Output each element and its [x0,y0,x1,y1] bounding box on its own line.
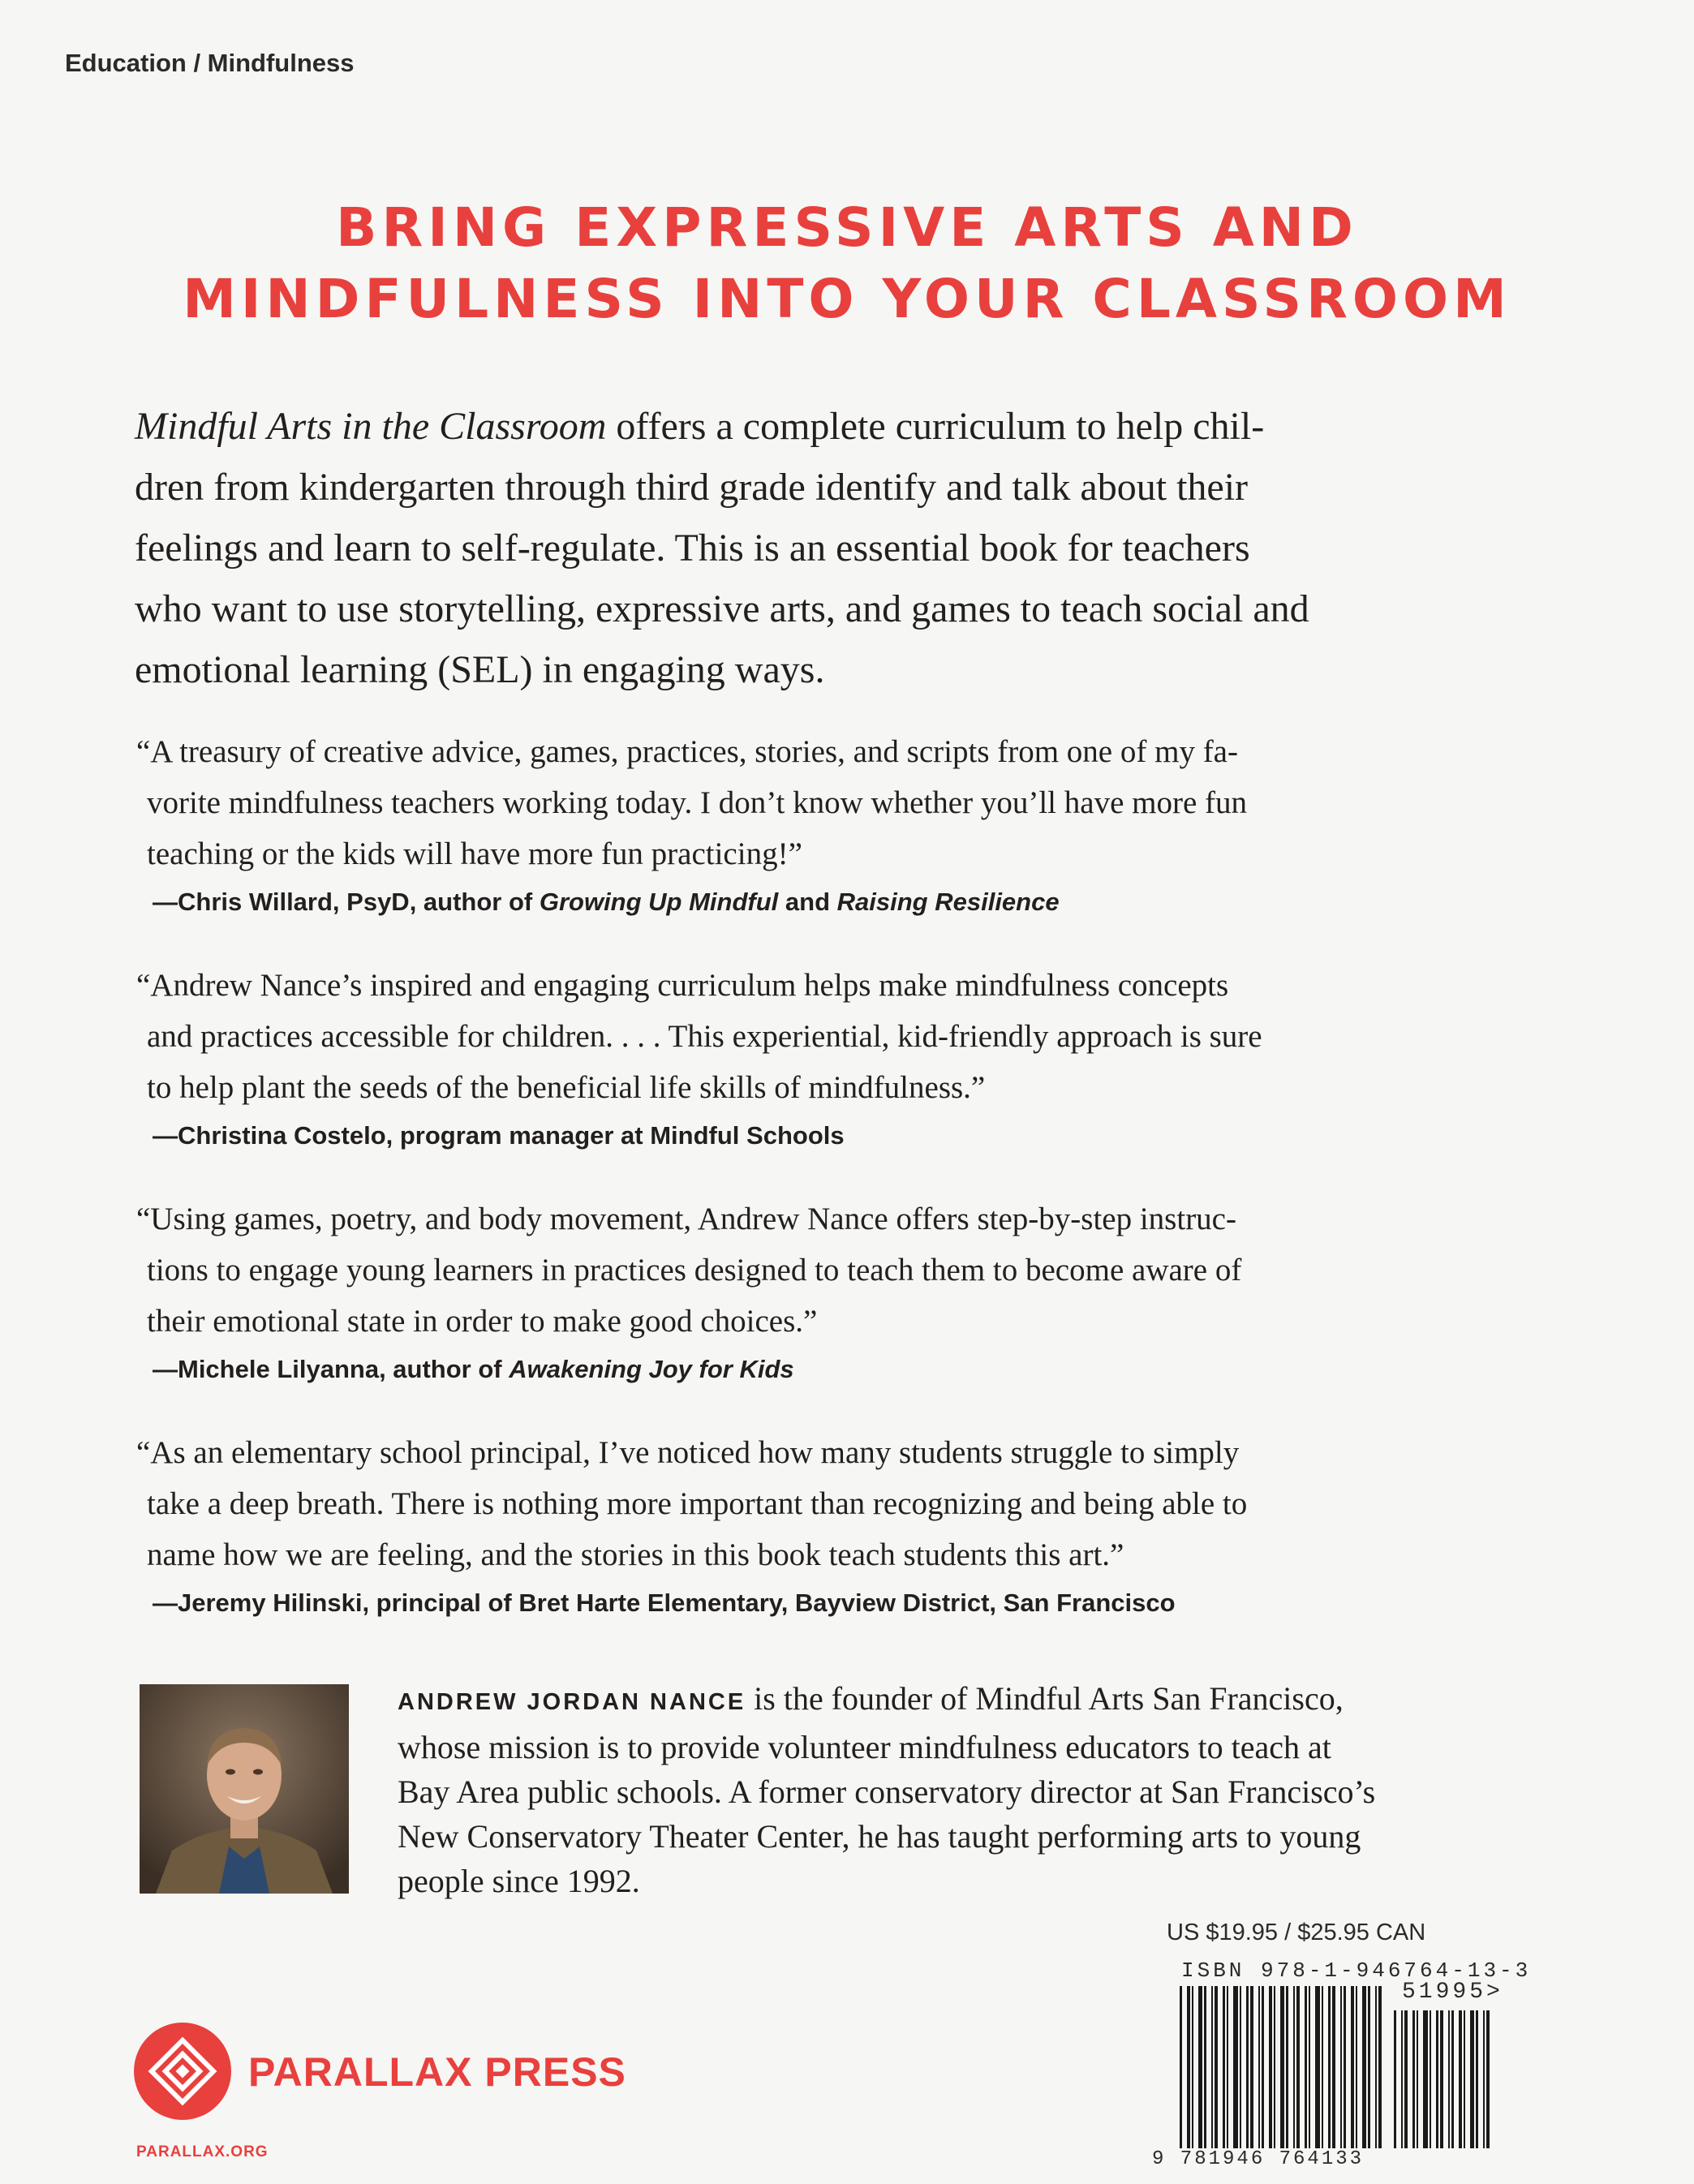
testimonial-quote [136,1427,1516,1621]
description-line-4: who want to use storytelling, expressive arts, and games to teach social and [135,587,1309,630]
barcode-bar [1436,2010,1438,2148]
description-line-2: dren from kindergarten through third grade identify and talk about their [135,466,1249,509]
barcode-bar [1470,2010,1474,2148]
quote-attribution: —Jeremy Hilinski, principal of Bret Harte Elementary, Bayview District, San Francisco [153,1589,1176,1617]
author-name: ANDREW JORDAN NANCE [398,1689,746,1715]
barcode-bar [1240,1986,1241,2148]
testimonial-quote [136,1193,1516,1387]
book-title: Mindful Arts in the Classroom [135,405,607,448]
barcode-bar [1192,1986,1193,2148]
barcode-bar [1296,1986,1300,2148]
bio-line-1: ANDREW JORDAN NANCE is the founder of Mindful Arts San Francisco, [398,1680,1344,1717]
barcode-bar [1356,1986,1357,2148]
author-bio [398,1676,1452,1903]
publisher-url: PARALLAX.ORG [136,2143,269,2160]
barcode-bar [1344,1986,1346,2148]
barcode-bar [1309,1986,1310,2148]
barcode-bar [1328,1986,1331,2148]
barcode-bar [1180,1986,1182,2148]
quote-line: tions to engage young learners in practices designed to teach them to become aware of [147,1253,1242,1288]
cited-book-title: Growing Up Mindful [539,888,779,916]
barcode-bar [1293,1986,1295,2148]
quote-line: name how we are feeling, and the stories in this book teach students this art.” [147,1537,1124,1572]
barcode-bar [1417,2010,1418,2148]
barcode-bar [1250,1986,1253,2148]
barcode-bar [1198,1986,1202,2148]
author-photo [140,1684,349,1894]
barcode-bar [1246,1986,1249,2148]
quote-line: “Andrew Nance’s inspired and engaging curriculum helps make mindfulness concepts [136,968,1229,1003]
barcode-bar [1315,1986,1320,2148]
barcode-bar [1486,2010,1490,2148]
barcode-icon [1178,1986,1385,2148]
testimonial-quote [136,726,1516,920]
quote-attribution: —Michele Lilyanna, author of Awakening Joy for Kids [153,1355,794,1383]
barcode-bar [1362,1986,1366,2148]
quote-line: to help plant the seeds of the beneficial life skills of mindfulness.” [147,1070,986,1105]
barcode-bar [1223,1986,1225,2148]
quote-line: teaching or the kids will have more fun practicing!” [147,836,802,871]
barcode-bar [1375,1986,1377,2148]
barcode-bar [1332,1986,1335,2148]
barcode-bar [1187,1986,1190,2148]
barcode-bar [1286,1986,1288,2148]
barcode-bar [1404,2010,1408,2148]
quote-line: “As an elementary school principal, I’ve noticed how many students struggle to simply [136,1435,1240,1470]
barcode-bar [1448,2010,1450,2148]
bio-line-4: New Conservatory Theater Center, he has taught performing arts to young [398,1818,1361,1855]
barcode-bar [1215,1986,1218,2148]
quote-line: and practices accessible for children. . . . This experiential, kid-friendly approach is sure [147,1019,1262,1054]
barcode-bar [1378,1986,1382,2148]
barcode-bar [1394,2010,1396,2148]
barcode-bar [1280,1986,1284,2148]
barcode-bar [1322,1986,1323,2148]
barcode-bar [1211,1986,1213,2148]
barcode-bar [1451,2010,1454,2148]
barcode-bar [1412,2010,1415,2148]
barcode-bar [1483,2010,1485,2148]
parallax-logo-icon [133,2022,232,2121]
barcode-bar [1423,2010,1428,2148]
barcode-bar [1258,1986,1260,2148]
barcode-bar [1340,1986,1342,2148]
barcode-bar [1227,1986,1228,2148]
description-line-5: emotional learning (SEL) in engaging ways. [135,648,825,691]
quote-line: “A treasury of creative advice, games, practices, stories, and scripts from one of my fa- [136,734,1238,769]
barcode-bar [1368,1986,1370,2148]
barcode-bar [1351,1986,1354,2148]
barcode-bar [1401,2010,1403,2148]
barcode-bar [1476,2010,1478,2148]
barcode-bar [1274,1986,1275,2148]
barcode-bar [1305,1986,1307,2148]
quote-line: “Using games, poetry, and body movement, Andrew Nance offers step-by-step instruc- [136,1202,1236,1236]
barcode-digits: 9 781946 764133 [1152,2148,1365,2170]
category-label: Education / Mindfulness [65,49,355,77]
quote-attribution: —Chris Willard, PsyD, author of Growing Up Mindful and Raising Resilience [153,888,1060,916]
quote-attribution: —Christina Costelo, program manager at Mindful Schools [153,1121,845,1150]
quote-line: their emotional state in order to make good choices.” [147,1304,818,1339]
quote-line: vorite mindfulness teachers working today. I don’t know whether you’ll have more fun [147,785,1247,820]
barcode-addon-digits: 51995> [1402,1980,1503,2005]
isbn-label: ISBN 978-1-946764-13-3 [1181,1958,1532,1983]
cited-book-title: Awakening Joy for Kids [509,1355,794,1383]
barcode-bar [1262,1986,1264,2148]
description-line-3: feelings and learn to self-regulate. This is an essential book for teachers [135,527,1250,570]
barcode-bar [1440,2010,1443,2148]
bio-line-2: whose mission is to provide volunteer mindfulness educators to teach at [398,1729,1331,1765]
headline-line-2: MINDFULNESS INTO YOUR CLASSROOM [183,268,1511,330]
book-description [135,396,1473,700]
barcode-bar [1204,1986,1206,2148]
publisher-name: PARALLAX PRESS [248,2049,626,2095]
price-label: US $19.95 / $25.95 CAN [1167,1920,1426,1945]
barcode-bar [1464,2010,1465,2148]
cited-book-title: Raising Resilience [836,888,1060,916]
description-line-1: Mindful Arts in the Classroom offers a complete curriculum to help chil- [135,405,1265,448]
barcode-bar [1430,2010,1431,2148]
bio-line-5: people since 1992. [398,1863,640,1899]
barcode-bar [1269,1986,1272,2148]
barcode-bar [1233,1986,1238,2148]
barcode-bar [1459,2010,1462,2148]
quote-line: take a deep breath. There is nothing more important than recognizing and being able to [147,1486,1248,1521]
testimonial-quote [136,960,1516,1154]
bio-line-3: Bay Area public schools. A former conservatory director at San Francisco’s [398,1773,1376,1810]
headline-line-1: BRING EXPRESSIVE ARTS AND [336,196,1358,259]
barcode-addon-icon [1392,2010,1496,2148]
